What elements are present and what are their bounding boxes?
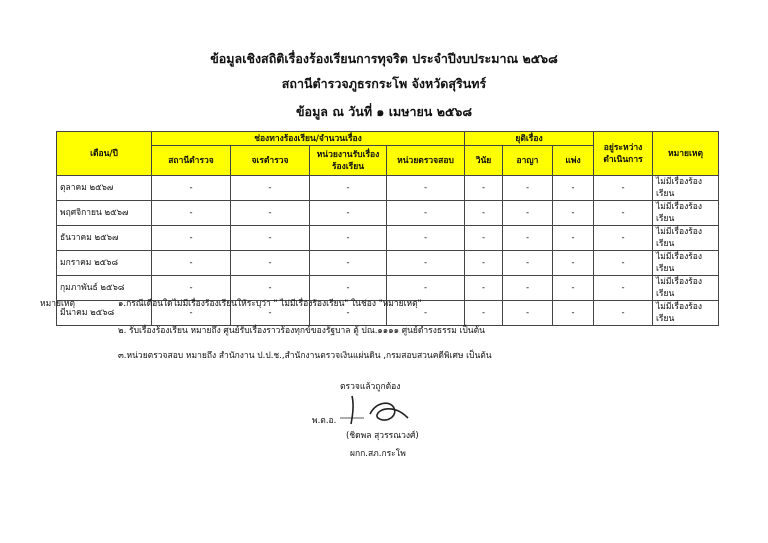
cell-criminal: - xyxy=(503,226,553,251)
header-criminal: อาญา xyxy=(503,146,553,176)
verified-text: ตรวจแล้วถูกต้อง xyxy=(340,382,401,392)
handwritten-signature xyxy=(338,394,418,426)
cell-in-progress: - xyxy=(594,201,653,226)
header-month: เดือน/ปี xyxy=(57,132,152,176)
cell-audit-unit: - xyxy=(387,176,465,201)
cell-civil: - xyxy=(553,276,594,301)
cell-month: ตุลาคม ๒๕๖๗ xyxy=(57,176,152,201)
cell-audit-unit: - xyxy=(387,226,465,251)
cell-criminal: - xyxy=(503,301,553,326)
cell-receiving-unit: - xyxy=(310,301,387,326)
cell-investigator: - xyxy=(231,201,310,226)
cell-month: กุมภาพันธ์ ๒๕๖๘ xyxy=(57,276,152,301)
cell-criminal: - xyxy=(503,176,553,201)
header-in-progress: อยู่ระหว่างดำเนินการ xyxy=(594,132,653,176)
cell-station: - xyxy=(152,276,231,301)
cell-in-progress: - xyxy=(594,226,653,251)
header-audit-unit: หน่วยตรวจสอบ xyxy=(387,146,465,176)
cell-month: มีนาคม ๒๕๖๘ xyxy=(57,301,152,326)
header-closed-group: ยุติเรื่อง xyxy=(465,132,594,146)
cell-month: ธันวาคม ๒๕๖๗ xyxy=(57,226,152,251)
cell-investigator: - xyxy=(231,176,310,201)
note-2: ๒. รับเรื่องร้องเรียน หมายถึง ศูนย์รับเรื่องราวร้องทุกข์ของรัฐบาล ตู้ ปณ.๑๑๑๑ ศูนย์ดำรงธรรม เป็นต้น xyxy=(118,326,485,336)
cell-receiving-unit: - xyxy=(310,226,387,251)
cell-criminal: - xyxy=(503,276,553,301)
cell-discipline: - xyxy=(465,276,503,301)
cell-remark: ไม่มีเรื่องร้องเรียน xyxy=(653,276,719,301)
cell-receiving-unit: - xyxy=(310,276,387,301)
header-investigator: จเรตำรวจ xyxy=(231,146,310,176)
cell-remark: ไม่มีเรื่องร้องเรียน xyxy=(653,301,719,326)
cell-station: - xyxy=(152,226,231,251)
cell-investigator: - xyxy=(231,301,310,326)
document-title: ข้อมูลเชิงสถิติเรื่องร้องเรียนการทุจริต ประจำปีงบประมาณ ๒๕๖๘ xyxy=(210,51,558,66)
cell-in-progress: - xyxy=(594,276,653,301)
cell-civil: - xyxy=(553,176,594,201)
cell-discipline: - xyxy=(465,251,503,276)
cell-civil: - xyxy=(553,201,594,226)
cell-station: - xyxy=(152,176,231,201)
cell-station: - xyxy=(152,201,231,226)
cell-discipline: - xyxy=(465,226,503,251)
cell-month: พฤศจิกายน ๒๕๖๗ xyxy=(57,201,152,226)
signer-rank: พ.ต.อ. xyxy=(312,416,337,426)
cell-receiving-unit: - xyxy=(310,201,387,226)
header-channels-group: ช่องทางร้องเรียน/จำนวนเรื่อง xyxy=(152,132,465,146)
cell-receiving-unit: - xyxy=(310,176,387,201)
cell-civil: - xyxy=(553,301,594,326)
document-subtitle-station: สถานีตำรวจภูธรกระโพ จังหวัดสุรินทร์ xyxy=(281,76,487,91)
cell-discipline: - xyxy=(465,201,503,226)
cell-discipline: - xyxy=(465,176,503,201)
cell-discipline: - xyxy=(465,301,503,326)
cell-station: - xyxy=(152,301,231,326)
table-row xyxy=(57,201,719,226)
signer-position: ผกก.สภ.กระโพ xyxy=(350,449,406,459)
table-row xyxy=(57,176,719,201)
cell-investigator: - xyxy=(231,251,310,276)
notes-label: หมายเหตุ xyxy=(40,299,75,309)
cell-audit-unit: - xyxy=(387,301,465,326)
cell-remark: ไม่มีเรื่องร้องเรียน xyxy=(653,226,719,251)
cell-receiving-unit: - xyxy=(310,251,387,276)
header-remark: หมายเหตุ xyxy=(653,132,719,176)
cell-remark: ไม่มีเรื่องร้องเรียน xyxy=(653,251,719,276)
header-receiving-unit: หน่วยงานรับเรื่องร้องเรียน xyxy=(310,146,387,176)
cell-civil: - xyxy=(553,251,594,276)
header-civil: แพ่ง xyxy=(553,146,594,176)
cell-civil: - xyxy=(553,226,594,251)
cell-audit-unit: - xyxy=(387,201,465,226)
cell-in-progress: - xyxy=(594,251,653,276)
cell-in-progress: - xyxy=(594,176,653,201)
cell-audit-unit: - xyxy=(387,276,465,301)
cell-remark: ไม่มีเรื่องร้องเรียน xyxy=(653,176,719,201)
cell-criminal: - xyxy=(503,251,553,276)
cell-station: - xyxy=(152,251,231,276)
header-discipline: วินัย xyxy=(465,146,503,176)
document-subtitle-date: ข้อมูล ณ วันที่ ๑ เมษายน ๒๕๖๘ xyxy=(296,104,472,119)
cell-criminal: - xyxy=(503,201,553,226)
table-row xyxy=(57,226,719,251)
signer-name: (ชิดพล สุวรรณวงศ์) xyxy=(346,431,419,441)
note-1: ๑.กรณีเดือนใดไม่มีเรื่องร้องเรียนให้ระบุว่า " ไม่มีเรื่องร้องเรียน" ในช่อง "หมายเหตุ" xyxy=(118,299,422,309)
cell-investigator: - xyxy=(231,276,310,301)
cell-in-progress: - xyxy=(594,301,653,326)
note-3: ๓.หน่วยตรวจสอบ หมายถึง สำนักงาน ป.ป.ช.,สำนักงานตรวจเงินแผ่นดิน ,กรมสอบสวนคดีพิเศษ เป็นต้น xyxy=(118,351,492,361)
cell-investigator: - xyxy=(231,226,310,251)
table-row xyxy=(57,251,719,276)
cell-audit-unit: - xyxy=(387,251,465,276)
cell-remark: ไม่มีเรื่องร้องเรียน xyxy=(653,201,719,226)
cell-month: มกราคม ๒๕๖๘ xyxy=(57,251,152,276)
header-station: สถานีตำรวจ xyxy=(152,146,231,176)
